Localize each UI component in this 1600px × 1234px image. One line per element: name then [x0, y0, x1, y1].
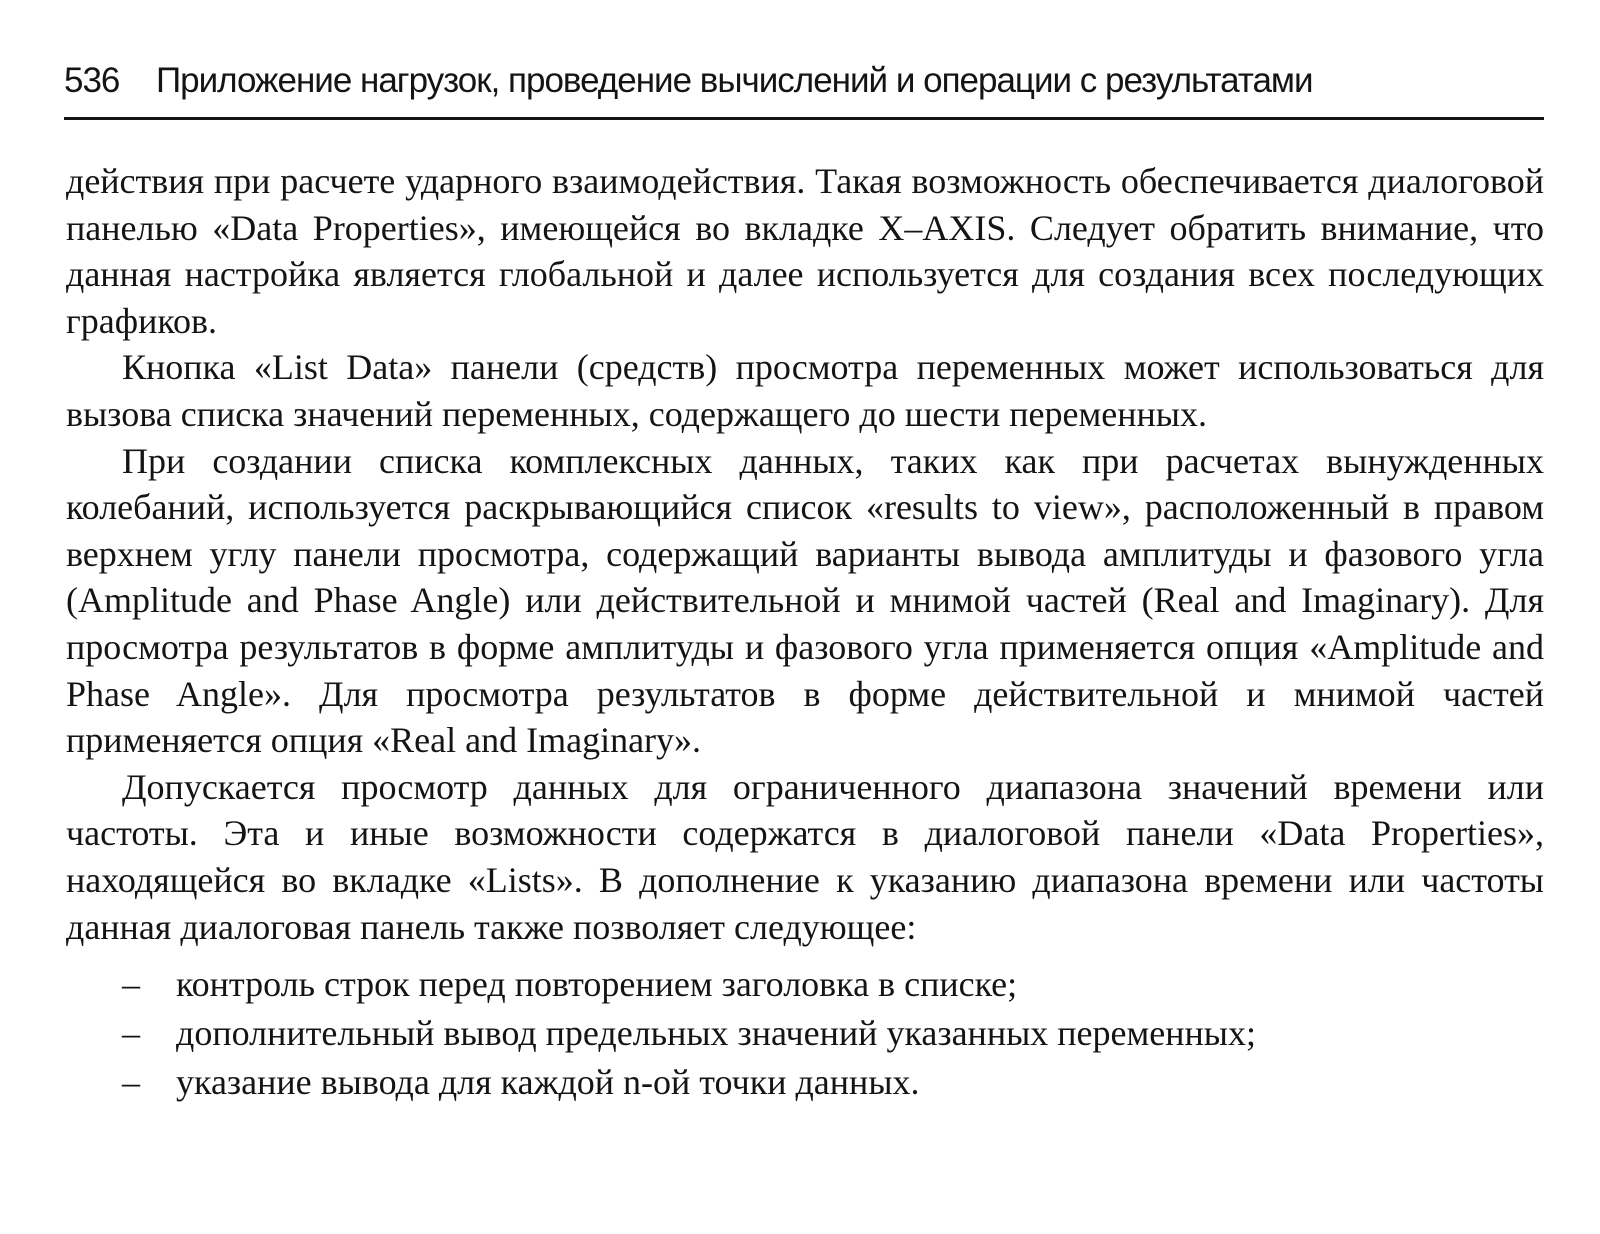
paragraph: Допускается просмотр данных для ограниченного диапазона значений времени или частоты. Эта и иные возможности содержатся в диалоговой панели «Data Properties», находящейся во вкладке «Lists». В дополнение к указанию диапазона времени или частоты данная диалоговая панель также позволяет следующее: — [66, 766, 1544, 947]
chapter-title: Приложение нагрузок, проведение вычислений и операции с результатами — [156, 61, 1313, 100]
paragraph: действия при расчете ударного взаимодействия. Такая возможность обеспечивается диалоговой панелью «Data Properties», имеющейся во вкладке X–AXIS. Следует обратить внимание, что данная настройка является глобальной и далее используется для создания всех последующих графиков. — [66, 161, 1544, 341]
list-item — [66, 960, 1544, 1009]
dash-list — [66, 960, 1544, 1107]
dash-marker: – — [122, 964, 140, 1005]
body-text — [66, 158, 1544, 1107]
list-item-text: дополнительный вывод предельных значений указанных переменных; — [176, 1013, 1256, 1054]
list-item — [66, 1058, 1544, 1107]
header-rule — [64, 117, 1544, 120]
running-head — [64, 56, 1544, 106]
list-item-text: указание вывода для каждой n-ой точки данных. — [176, 1062, 920, 1103]
list-item — [66, 1009, 1544, 1058]
list-item-text: контроль строк перед повторением заголовка в списке; — [176, 964, 1018, 1005]
paragraph: Кнопка «List Data» панели (средств) просмотра переменных может использоваться для вызова списка значений переменных, содержащего до шести переменных. — [66, 347, 1544, 434]
dash-marker: – — [122, 1062, 140, 1103]
dash-marker: – — [122, 1013, 140, 1054]
page-number: 536 — [64, 61, 120, 100]
paragraph: При создании списка комплексных данных, таких как при расчетах вынужденных колебаний, используется раскрывающийся список «results to view», расположенный в правом верхнем углу панели просмотра, содержащий варианты вывода амплитуды и фазового угла (Amplitude and Phase Angle) или действительной и мнимой частей (Real and Imaginary). Для просмотра результатов в форме амплитуды и фазового угла применяется опция «Amplitude and Phase Angle». Для просмотра результатов в форме действительной и мнимой частей применяется опция «Real and Imaginary». — [66, 440, 1544, 761]
